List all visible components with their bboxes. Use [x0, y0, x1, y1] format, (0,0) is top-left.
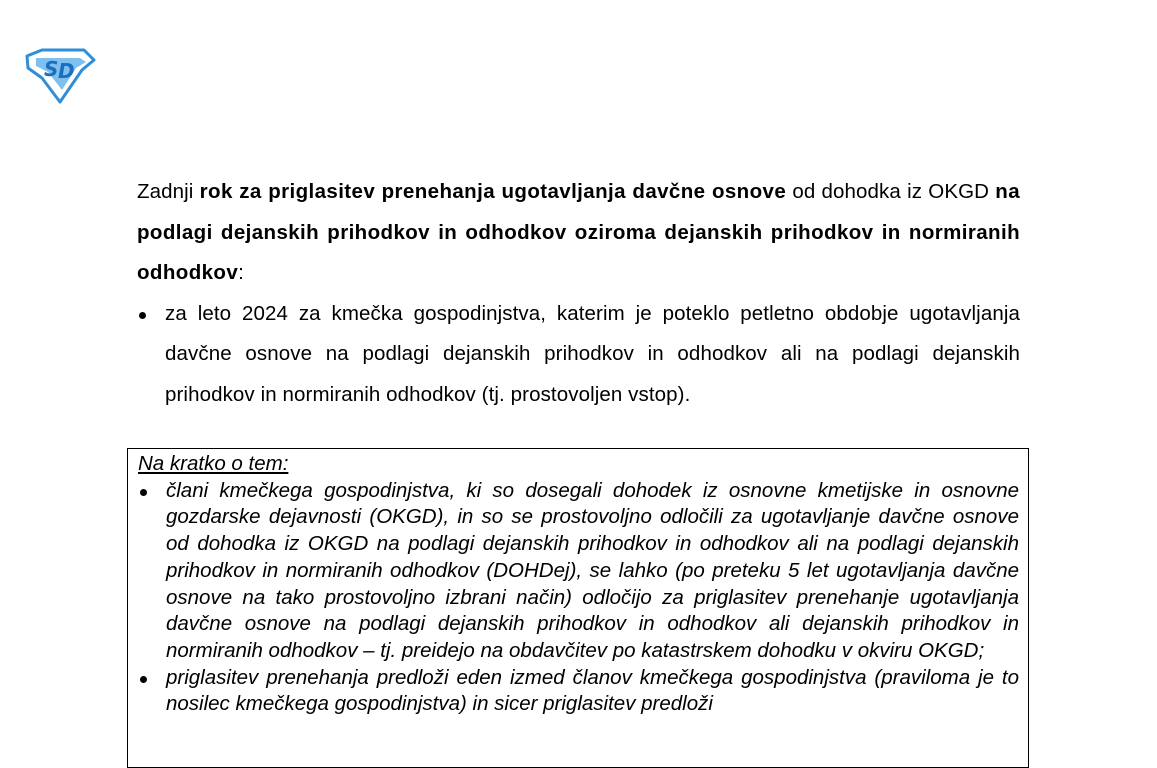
summary-box	[127, 448, 1029, 768]
summary-bullet-item: člani kmečkega gospodinjstva, ki so dosegali dohodek iz osnovne kmetijske in osnovne gozdarske dejavnosti (OKGD), in so se prostovoljno odločili za ugotavljanje davčne osnove od dohodka iz OKGD na podlagi dejanskih prihodkov in odhodkov ali na podlagi dejanskih prihodkov in normiranih odhodkov (DOHDej), se lahko (po preteku 5 let ugotavljanja davčne osnove na tako prostovoljno izbrani način) odločijo za priglasitev prenehanje ugotavljanja davčne osnove na podlagi dejanskih prihodkov in odhodkov ali dejanskih prihodkov in normiranih odhodkov – tj. preidejo na obdavčitev po katastrskem dohodku v okviru OKGD;	[138, 478, 1019, 665]
intro-bold-method: na podlagi dejanskih prihodkov in odhodkov oziroma dejanskih prihodkov in normiranih odhodkov	[137, 180, 1020, 284]
svg-text:S: S	[44, 57, 59, 81]
intro-bullet-item: za leto 2024 za kmečka gospodinjstva, katerim je poteklo petletno obdobje ugotavljanja davčne osnove na podlagi dejanskih prihodkov in odhodkov ali na podlagi dejanskih prihodkov in normiranih odhodkov (tj. prostovoljen vstop).	[137, 294, 1020, 416]
intro-paragraph	[137, 172, 1020, 294]
intro-text-start: Zadnji	[137, 180, 200, 203]
summary-bullet-item: priglasitev prenehanja predloži eden izmed članov kmečkega gospodinjstva (praviloma je to nosilec kmečkega gospodinjstva) in sicer priglasitev predloži	[138, 665, 1019, 718]
intro-text-end: :	[238, 261, 244, 284]
intro-bold-deadline: rok za priglasitev prenehanja ugotavljanja davčne osnove	[199, 180, 787, 203]
intro-bullet-list	[137, 294, 1020, 416]
intro-section	[137, 172, 1020, 415]
shield-logo-icon	[22, 48, 96, 104]
svg-text:D: D	[58, 59, 75, 83]
summary-bullet-list	[138, 478, 1019, 718]
intro-text-mid: od dohodka iz OKGD	[786, 180, 996, 203]
summary-box-title: Na kratko o tem:	[138, 452, 289, 475]
